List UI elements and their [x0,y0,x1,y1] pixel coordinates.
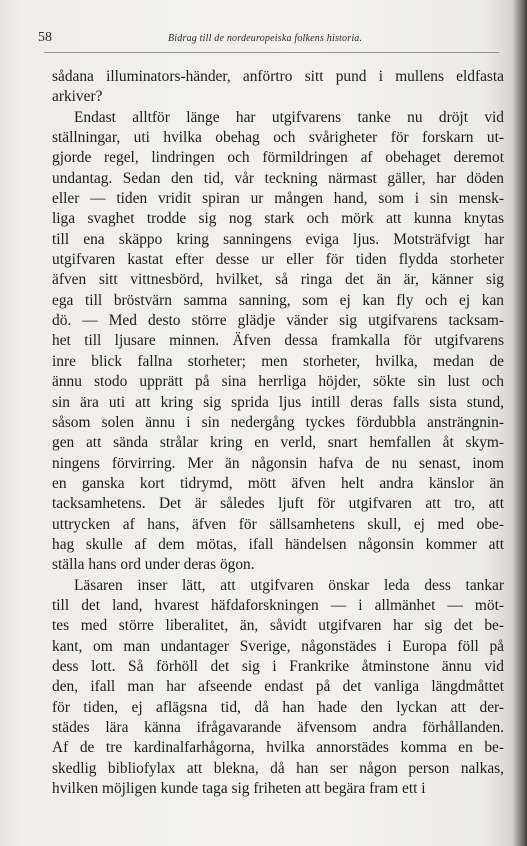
text-line: utgifvaren kastat efter desse ur eller för tiden flydda storheter [52,251,504,269]
text-line: en ganska kort tidrymd, mött äfven helt andra känslor än [52,474,504,492]
text-line: för tiden, ej aflägsna tid, då han hade den lyckan att der- [52,698,504,716]
text-line: dess lott. Så förhöll det sig i Frankrike åtminstone ännu vid [52,657,504,675]
text-line: gjorde regel, lindringen och förmildringen af obehaget deremot [52,149,504,167]
text-line: arkiver? [52,88,103,106]
running-head: Bidrag till de nordeuropeiska folkens historia. [168,33,363,44]
text-line: ega till bröstvärn samma sanning, som ej kan fly och ej kan [52,291,504,309]
text-line: gen att sända strålar kring en verld, snart hemfallen åt skym- [52,434,504,452]
text-line: hvilken möjligen kunde taga sig friheten att begära fram ett i [52,780,426,798]
text-line: Af de tre kardinalfarhågorna, hvilka annorstädes komma en be- [52,739,504,757]
text-line: sin ära uti att kring sig sprida ljus intill deras falls sista stund, [52,393,504,411]
text-line: till ena skäppo kring sanningens eviga ljus. Motsträfvigt har [52,230,504,248]
body-text [52,67,504,799]
text-line: den, ifall man har afseende endast på det vanliga längdmåttet [52,678,504,696]
text-line: ställa hans ord under deras ögon. [52,556,255,574]
text-line: inre blick fallna storheter; men storheter, hvilka, medan de [52,352,504,370]
text-line: tacksamhetens. Det är således ljuft för utgifvaren att tro, att [52,495,504,513]
page-header [38,30,503,50]
text-line: eller — tiden vridit spiran ur mången hand, som i sin mensk- [52,190,504,208]
text-line: kant, om man undantager Sverige, någonstädes i Europa föll på [52,637,504,655]
text-line: undantag. Sedan den tid, vår teckning närmast gäller, har döden [52,169,504,187]
text-line: ännu stodo upprätt på sina herrliga höjder, sökte sin lust och [52,373,504,391]
text-line: ningens förvirring. Mer än någonsin hafva de nu senast, inom [52,454,504,472]
text-line: äfven sitt vittnesbörd, hvilket, så ringa det än är, känner sig [52,271,504,289]
text-line: sådana illuminators-händer, anförtro sitt pund i mullens eldfasta [52,68,504,85]
text-line: Endast alltför länge har utgifvarens tanke nu dröjt vid [74,108,504,126]
header-divider [44,52,499,53]
text-line: såsom solen ännu i sin nedergång tyckes fördubbla ansträngnin- [52,413,504,431]
text-line: hag skulle af dem mötas, ifall händelsen någonsin kommer att [52,535,504,553]
text-line: dö. — Med desto större glädje vänder sig utgifvarens tacksam- [52,312,504,330]
text-line: till det land, hvarest häfdaforskningen — i allmänhet — möt- [52,596,504,614]
book-spine-shadow [513,0,527,846]
text-line: Läsaren inser lätt, att utgifvaren önskar leda dess tankar [74,576,504,594]
text-line: tes med större liberalitet, än, såvidt utgifvaren har sig det be- [52,617,504,635]
text-line: liga svaghet trodde sig nog stark och mörk att kunna knytas [52,210,504,228]
text-line: het till ljusare minnen. Äfven dessa framkalla för utgifvarens [52,332,504,350]
text-line: ställningar, uti hvilka obehag och svårigheter för forskarn ut- [52,129,504,147]
text-line: skedlig bibliofylax att blekna, då han ser någon person nalkas, [52,759,504,777]
text-line: uttrycken af hans, äfven för sällsamhetens skull, ej med obe- [52,515,504,533]
page-number: 58 [38,30,52,45]
text-line: städes lära känna ifrågavarande äfvensom andra förhållanden. [52,719,504,736]
